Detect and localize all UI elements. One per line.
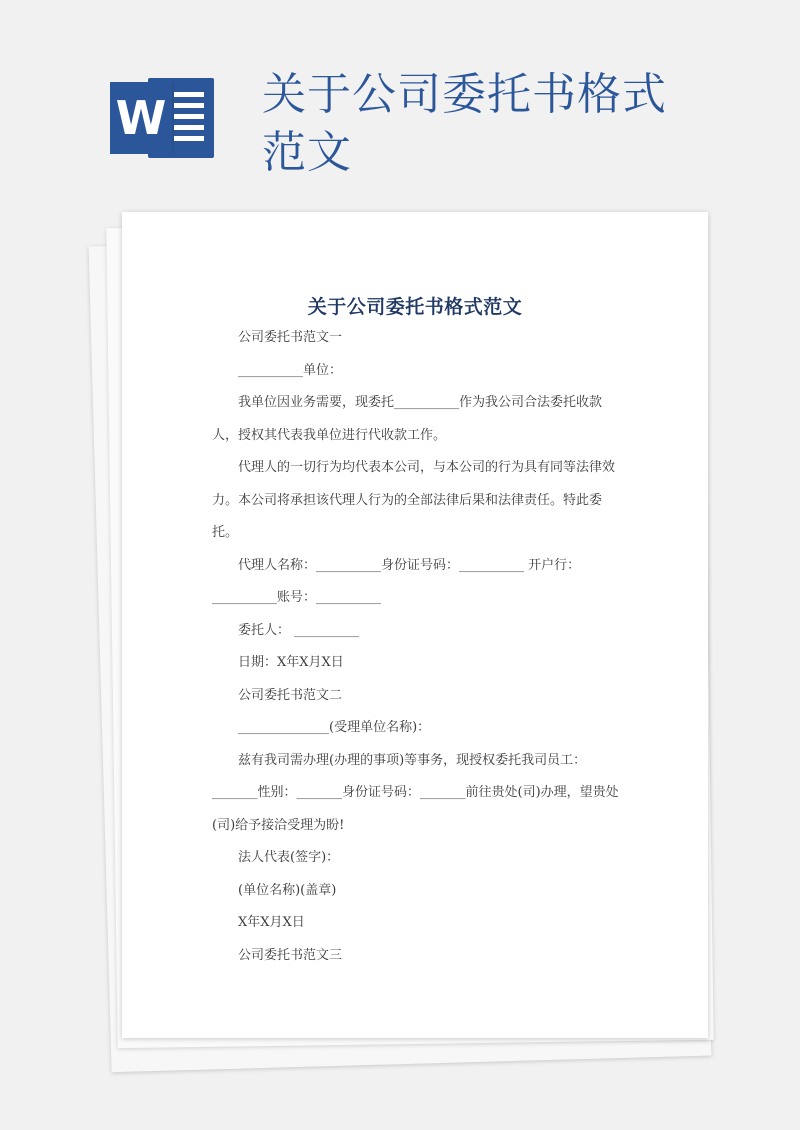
document-body bbox=[212, 322, 624, 972]
paragraph-agent-info: 代理人名称：__________身份证号码：__________ 开户行：__________账号：__________ bbox=[212, 557, 581, 605]
page-title: 关于公司委托书格式范文 bbox=[262, 69, 667, 178]
paragraph-authorization: 兹有我司需办理(办理的事项)等事务，现授权委托我司员工：_______性别：_______身份证号码：_______前往贵处(司)办理，望贵处(司)给予接洽受理为盼! bbox=[212, 752, 619, 833]
document-page bbox=[122, 212, 708, 1038]
paragraph-company-seal: (单位名称)(盖章) bbox=[238, 882, 337, 898]
paragraph-delegation: 我单位因业务需要，现委托__________作为我公司合法委托收款人，授权其代表我单位进行代收款工作。 bbox=[212, 395, 603, 443]
paragraph-principal: 委托人： __________ bbox=[238, 622, 360, 638]
paragraph-legal-effect: 代理人的一切行为均代表本公司，与本公司的行为具有同等法律效力。本公司将承担该代理人行为的全部法律后果和法律责任。特此委托。 bbox=[212, 460, 616, 540]
paragraph-heading-3: 公司委托书范文三 bbox=[238, 947, 343, 963]
paragraph-legal-rep: 法人代表(签字)： bbox=[238, 850, 340, 865]
word-document-icon bbox=[110, 76, 214, 160]
paragraph-heading-1: 公司委托书范文一 bbox=[238, 330, 343, 345]
document-title: 关于公司委托书格式范文 bbox=[307, 296, 523, 318]
paragraph-heading-2: 公司委托书范文二 bbox=[238, 687, 343, 703]
paragraph-recipient: ______________(受理单位名称)： bbox=[238, 720, 431, 735]
paragraph-date-1: 日期：X年X月X日 bbox=[238, 655, 344, 670]
paragraph-date-2: X年X月X日 bbox=[238, 915, 305, 930]
word-logo-letter: W bbox=[110, 82, 172, 154]
paragraph-addressee: __________单位： bbox=[238, 362, 343, 378]
